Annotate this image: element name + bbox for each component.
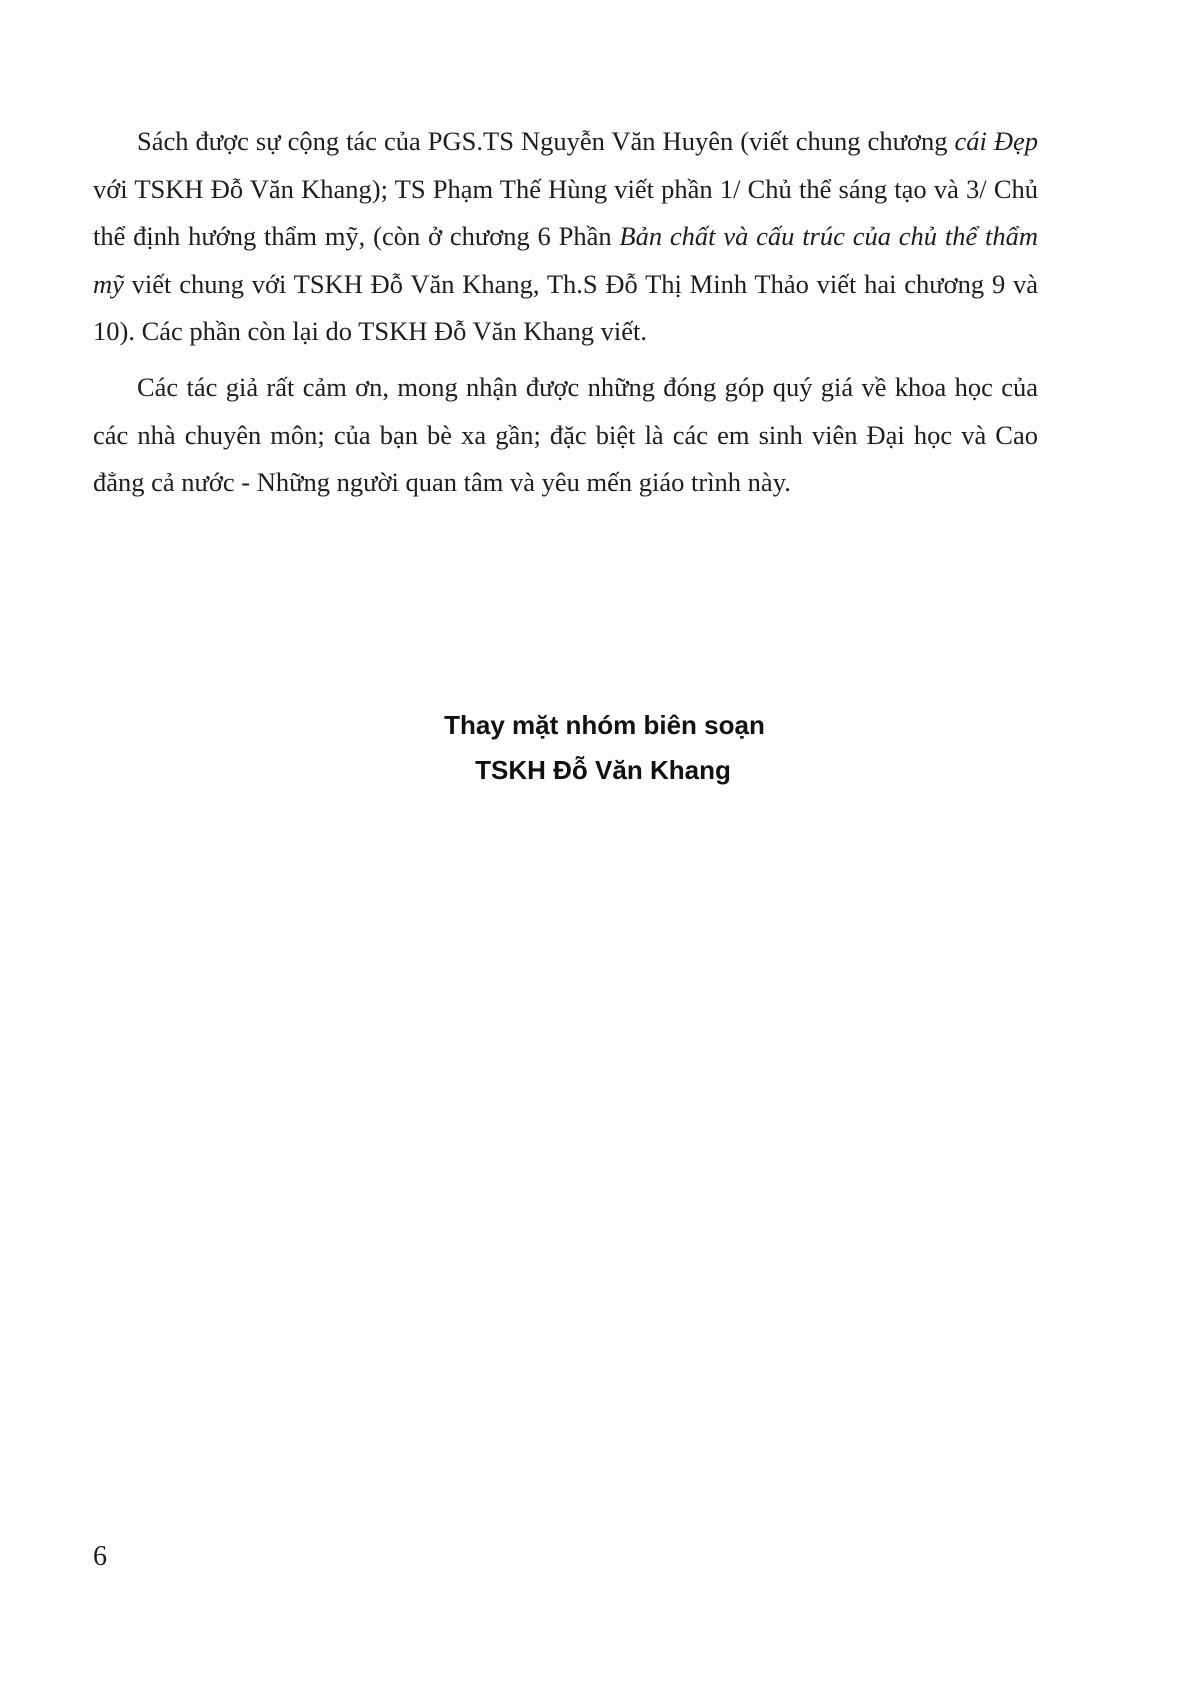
- text-segment: Các tác giả rất cảm ơn, mong nhận được những đóng góp quý giá về khoa học của các nhà chuyên môn; của bạn bè xa gần; đặc biệt là các em sinh viên Đại học và Cao đẳng cả nước - Những người quan tâm và yêu mến giáo trình này.: [93, 371, 1038, 498]
- text-segment: Sách được sự cộng tác của PGS.TS Nguyễn Văn Huyên (viết chung chương: [137, 126, 955, 156]
- text-segment: viết chung với TSKH Đỗ Văn Khang, Th.S Đỗ Thị Minh Thảo viết hai chương 9 và 10). Các phần còn lại do TSKH Đỗ Văn Khang viết.: [93, 268, 1038, 347]
- body-text: [93, 118, 1038, 515]
- paragraph-acknowledgement: [93, 364, 1038, 507]
- text-segment-italic: Bản chất và cấu trúc của chủ thể thẩm mỹ: [93, 221, 1039, 299]
- signature-author: TSKH Đỗ Văn Khang: [475, 755, 731, 785]
- signature-on-behalf: Thay mặt nhóm biên soạn: [444, 710, 765, 740]
- text-segment-italic: cái Đẹp: [954, 126, 1039, 156]
- page-number: 6: [93, 1541, 107, 1572]
- paragraph-contributors: [93, 118, 1038, 356]
- signature-block: [0, 703, 1191, 793]
- text-segment: với TSKH Đỗ Văn Khang); TS Phạm Thế Hùng viết phần 1/ Chủ thể sáng tạo và 3/ Chủ thể định hướng thẩm mỹ, (còn ở chương 6 Phần: [93, 173, 1038, 252]
